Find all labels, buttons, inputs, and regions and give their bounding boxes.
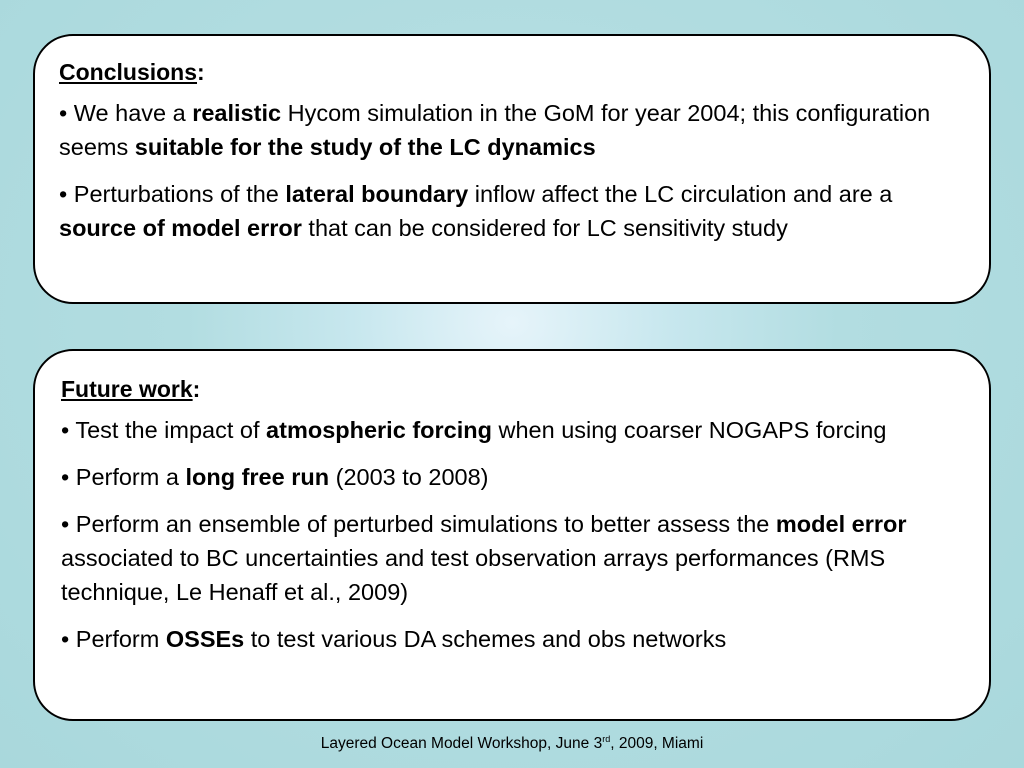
- conclusions-bullet-1: • We have a realistic Hycom simulation in the GoM for year 2004; this configuration seems suitable for the study of the LC dynamics: [59, 100, 931, 160]
- future-work-bullet-4: • Perform OSSEs to test various DA schemes and obs networks: [61, 626, 727, 652]
- future-work-panel: [33, 349, 991, 721]
- future-work-bullet-3: • Perform an ensemble of perturbed simulations to better assess the model error associated to BC uncertainties and test observation arrays performances (RMS technique, Le Henaff et al., 2009): [61, 511, 907, 605]
- future-work-bullet-1: • Test the impact of atmospheric forcing when using coarser NOGAPS forcing: [61, 417, 887, 443]
- conclusions-heading: Conclusions:: [59, 59, 205, 85]
- conclusions-panel: [33, 34, 991, 304]
- bullet-marker: •: [59, 100, 68, 126]
- bullet-marker: •: [59, 181, 68, 207]
- bullet-marker: •: [61, 464, 70, 490]
- conclusions-bullet-2: • Perturbations of the lateral boundary inflow affect the LC circulation and are a source of model error that can be considered for LC sensitivity study: [59, 181, 893, 241]
- bullet-marker: •: [61, 417, 70, 443]
- future-work-heading: Future work:: [61, 376, 201, 402]
- bullet-marker: •: [61, 626, 70, 652]
- bullet-marker: •: [61, 511, 70, 537]
- footer-caption: Layered Ocean Model Workshop, June 3rd, 2009, Miami: [320, 734, 704, 752]
- future-work-bullet-2: • Perform a long free run (2003 to 2008): [61, 464, 489, 490]
